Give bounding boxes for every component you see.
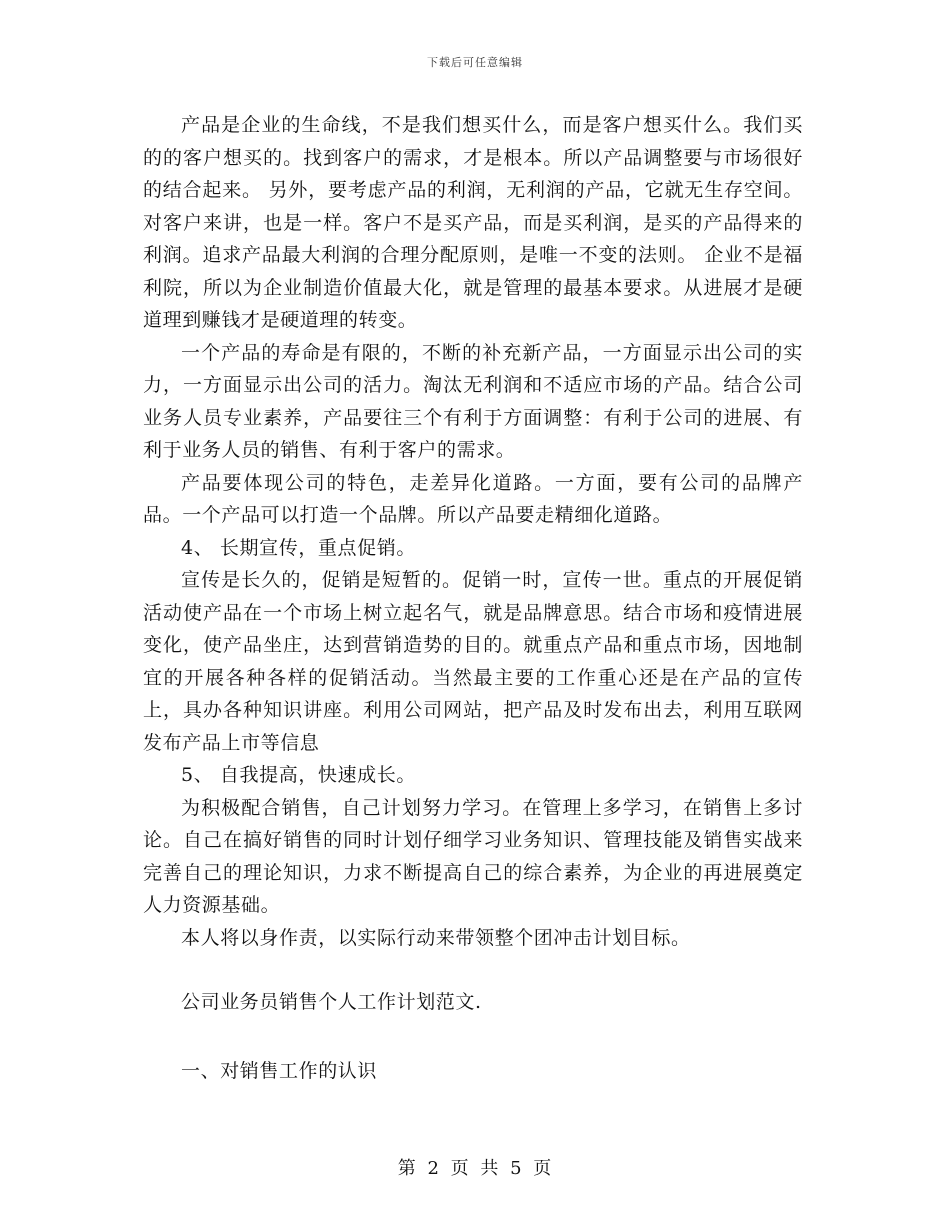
paragraph-product-lifeline: 产品是企业的生命线，不是我们想买什么，而是客户想买什么。我们买的的客户想买的。找到客户的需求，才是根本。所以产品调整要与市场很好的结合起来。 另外，要考虑产品的利润，无利润的产品，它就无生存空间。对客户来讲，也是一样。客户不是买产品，而是买利润，是买的产品得来的利润。追求产品最大利润的合理分配原则，是唯一不变的法则。 企业不是福利院，所以为企业制造价值最大化，就是管理的最基本要求。从进展才是硬道理到赚钱才是硬道理的转变。 [143, 114, 803, 331]
subsection-title: 一、对销售工作的认识 [181, 1059, 378, 1082]
spacer [143, 1019, 803, 1055]
footer-mid1: 页 [450, 1158, 470, 1179]
page-footer [0, 1154, 950, 1180]
footer-prefix: 第 [397, 1158, 417, 1179]
heading-item-4: 4、 长期宣传，重点促销。 [181, 536, 416, 559]
footer-suffix: 页 [533, 1158, 553, 1179]
heading-item-5: 5、 自我提高，快速成长。 [181, 764, 416, 786]
footer-total-pages: 5 [510, 1158, 523, 1179]
paragraph-self-improvement: 为积极配合销售，自己计划努力学习。在管理上多学习，在销售上多讨论。自己在搞好销售的同时计划仔细学习业务知识、管理技能及销售实战来完善自己的理论知识，力求不断提高自己的综合素养，为企业的再进展奠定人力资源基础。 [143, 796, 803, 916]
paragraph-product-lifespan: 一个产品的寿命是有限的，不断的补充新产品，一方面显示出公司的实力，一方面显示出公司的活力。淘汰无利润和不适应市场的产品。结合公司业务人员专业素养，产品要往三个有利于方面调整：有利于公司的进展、有利于业务人员的销售、有利于客户的需求。 [143, 341, 803, 461]
section-title: 公司业务员销售个人工作计划范文. [181, 991, 482, 1013]
spacer [143, 954, 803, 986]
paragraph-product-differentiation: 产品要体现公司的特色，走差异化道路。一方面，要有公司的品牌产品。一个产品可以打造一个品牌。所以产品要走精细化道路。 [143, 471, 803, 526]
paragraph-promotion: 宣传是长久的，促销是短暂的。促销一时，宣传一世。重点的开展促销活动使产品在一个市场上树立起名气，就是品牌意思。结合市场和疫情进展变化，使产品坐庄，达到营销造势的目的。就重点产品和重点市场，因地制宜的开展各种各样的促销活动。当然最主要的工作重心还是在产品的宣传上，具办各种知识讲座。利用公司网站，把产品及时发布出去，利用互联网发布产品上市等信息 [143, 569, 803, 754]
header-note: 下载后可任意编辑 [427, 56, 523, 69]
footer-current-page: 2 [427, 1158, 440, 1179]
footer-mid2: 共 [480, 1158, 500, 1179]
paragraph-commitment: 本人将以身作责，以实际行动来带领整个团冲击计划目标。 [181, 926, 691, 949]
document-body [143, 109, 803, 1087]
